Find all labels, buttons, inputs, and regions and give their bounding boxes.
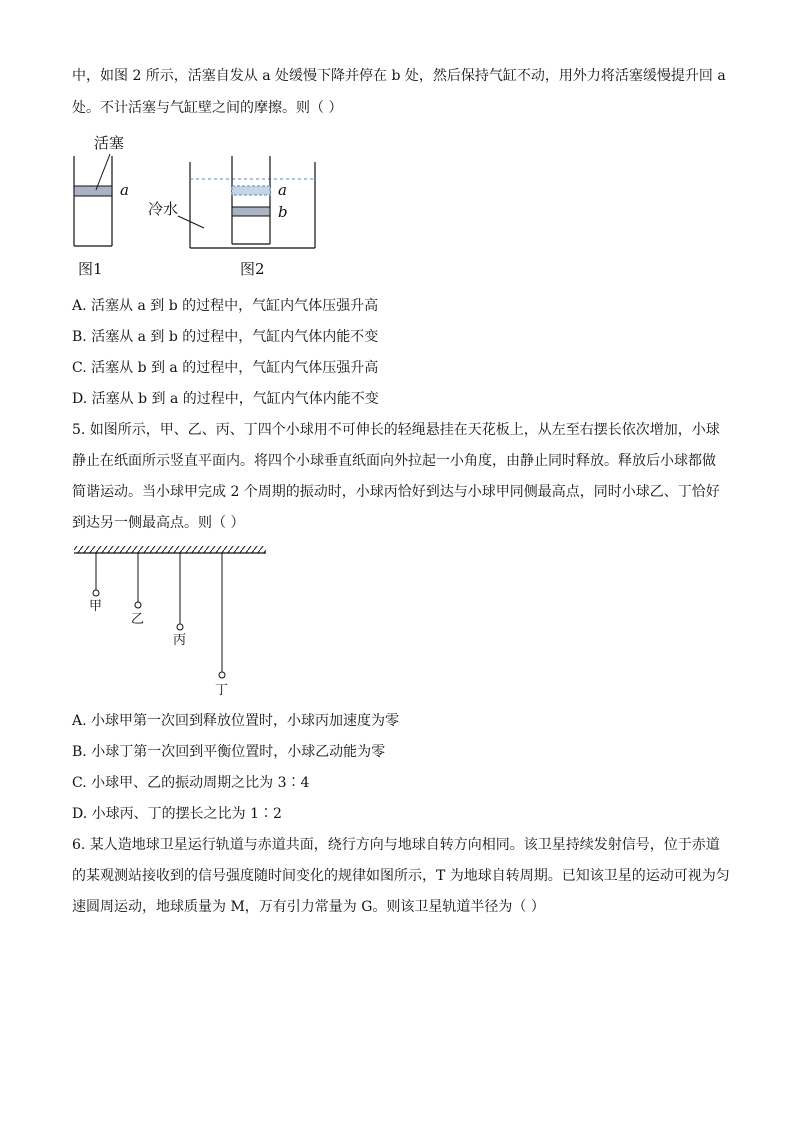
q4-option-d: D. 活塞从 b 到 a 的过程中，气缸内气体内能不变 [72,391,379,407]
fig2-bath [178,156,315,248]
q6-line-1: 6. 某人造地球卫星运行轨道与赤道共面，绕行方向与地球自转方向相同。该卫星持续发射信号，位于赤道 [72,837,720,853]
q4-option-a: A. 活塞从 a 到 b 的过程中，气缸内气体压强升高 [72,298,379,314]
q6-line-3: 速圆周运动，地球质量为 M，万有引力常量为 G。则该卫星轨道半径为（ ） [72,899,545,915]
q5-pendulum-figure [68,542,278,702]
fig1-caption: 图1 [78,260,103,278]
label-bing: 丙 [173,633,187,648]
fig1-piston-label: 活塞 [94,134,125,152]
q6-line-2: 的某观测站接收到的信号强度随时间变化的规律如图所示，T 为地球自转周期。已知该卫星的运动可视为匀 [72,868,730,884]
fig2-piston-b [232,207,270,216]
fig2-label-a: a [278,181,287,199]
q5-option-b: B. 小球丁第一次回到平衡位置时，小球乙动能为零 [72,744,386,760]
ball-bing [177,624,183,630]
q4-line-2: 处。不计活塞与气缸壁之间的摩擦。则（ ） [72,100,343,116]
fig1-label-a: a [120,181,129,199]
q5-option-a: A. 小球甲第一次回到释放位置时，小球丙加速度为零 [72,713,400,729]
fig1-cylinder [74,154,112,246]
q4-figure [60,128,340,288]
q4-option-c: C. 活塞从 b 到 a 的过程中，气缸内气体压强升高 [72,360,379,376]
ball-ding [219,672,225,678]
ball-yi [135,602,141,608]
label-ding: 丁 [215,683,229,698]
label-yi: 乙 [131,612,145,627]
fig2-caption: 图2 [240,260,265,278]
fig1-piston [74,186,112,196]
q5-line-1: 5. 如图所示，甲、乙、丙、丁四个小球用不可伸长的轻绳悬挂在天花板上，从左至右摆长依次增加，小球 [72,422,720,438]
fig2-cold-water-label: 冷水 [148,200,179,218]
fig2-label-b: b [278,203,288,221]
ceiling-hatch [74,546,266,553]
q5-line-2: 静止在纸面所示竖直平面内。将四个小球垂直纸面向外拉起一小角度，由静止同时释放。释放后小球都做 [72,453,716,469]
q5-option-c: C. 小球甲、乙的振动周期之比为 3∶4 [72,775,310,791]
q5-option-d: D. 小球丙、丁的摆长之比为 1∶2 [72,806,282,822]
q4-option-b: B. 活塞从 a 到 b 的过程中，气缸内气体内能不变 [72,329,379,345]
fig2-piston-a [232,186,270,195]
label-jia: 甲 [89,599,103,614]
q5-line-3: 简谐运动。当小球甲完成 2 个周期的振动时，小球丙恰好到达与小球甲同侧最高点，同时小球乙、丁恰好 [72,484,720,500]
q4-line-1: 中，如图 2 所示，活塞自发从 a 处缓慢下降并停在 b 处，然后保持气缸不动，用外力将活塞缓慢提升回 a [72,68,726,84]
q5-line-4: 到达另一侧最高点。则（ ） [72,515,245,531]
ball-jia [93,590,99,596]
